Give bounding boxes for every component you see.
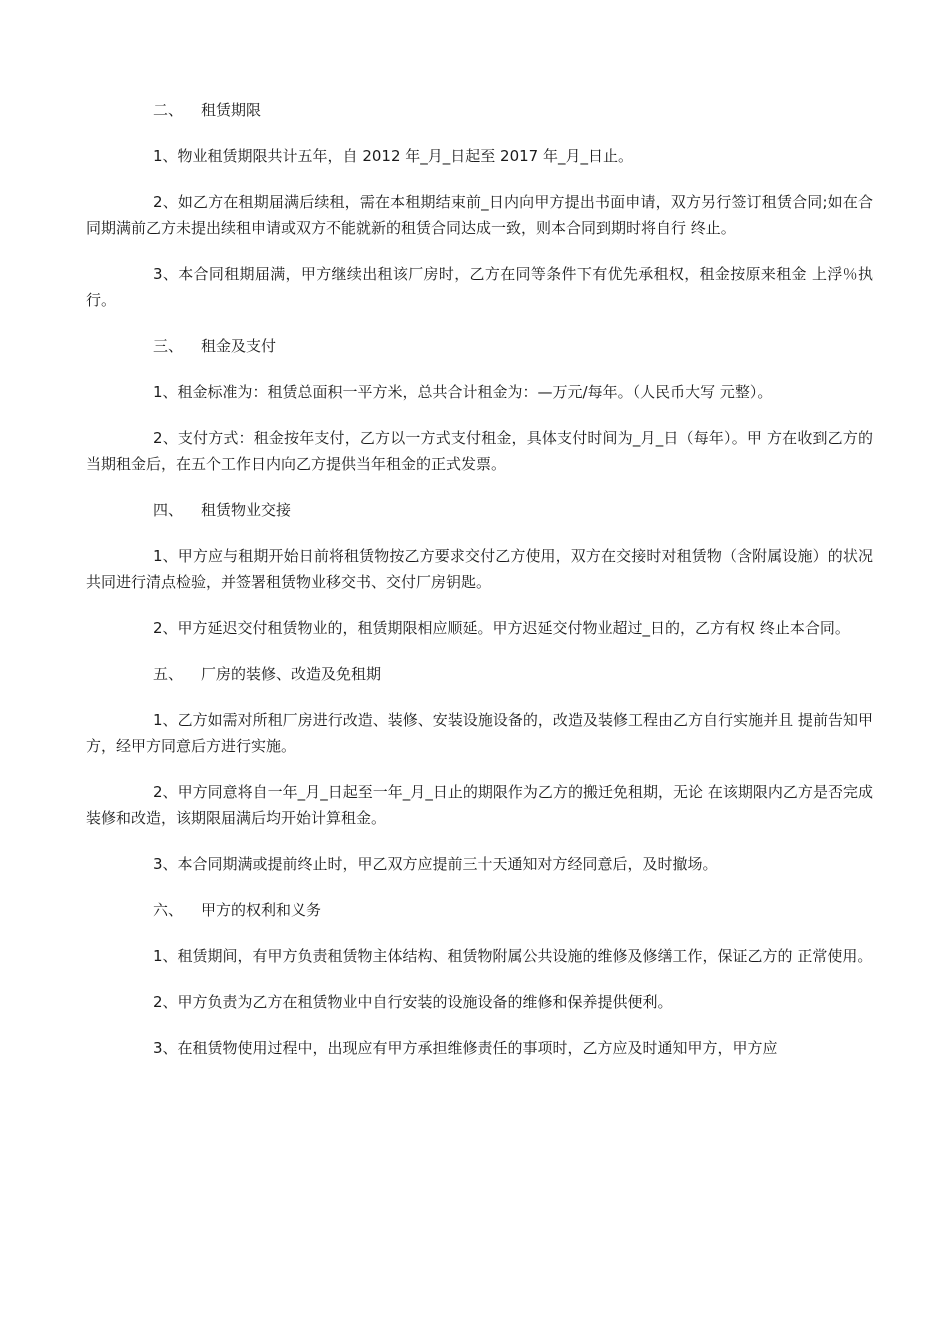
document-body — [86, 97, 873, 1081]
section-heading — [86, 897, 873, 923]
section-number: 四、 — [153, 501, 184, 519]
section-number: 二、 — [153, 101, 184, 119]
section-title: 租赁期限 — [201, 101, 262, 119]
section-heading — [86, 97, 873, 123]
section-title: 租金及支付 — [201, 337, 277, 355]
paragraph: 1、租赁期间，有甲方负责租赁物主体结构、租赁物附属公共设施的维修及修缮工作，保证乙方的 正常使用。 — [153, 947, 873, 965]
section-number: 六、 — [153, 901, 184, 919]
paragraph: 2、甲方负责为乙方在租赁物业中自行安装的设施设备的维修和保养提供便利。 — [153, 993, 673, 1011]
section-title: 甲方的权利和义务 — [201, 901, 322, 919]
section-heading — [86, 497, 873, 523]
section-heading — [86, 661, 873, 687]
paragraph: 3、在租赁物使用过程中，出现应有甲方承担维修责任的事项时，乙方应及时通知甲方，甲方应 — [153, 1039, 778, 1057]
paragraph: 2、支付方式：租金按年支付，乙方以一方式支付租金，具体支付时间为_月_日（每年）。甲 方在收到乙方的当期租金后，在五个工作日内向乙方提供当年租金的正式发票。 — [86, 429, 873, 473]
section-number: 三、 — [153, 337, 184, 355]
section-number: 五、 — [153, 665, 184, 683]
section-heading — [86, 333, 873, 359]
section-title: 租赁物业交接 — [201, 501, 292, 519]
section-title: 厂房的装修、改造及免租期 — [201, 665, 382, 683]
paragraph: 1、乙方如需对所租厂房进行改造、装修、安装设施设备的，改造及装修工程由乙方自行实施并且 提前告知甲方，经甲方同意后方进行实施。 — [86, 711, 873, 755]
paragraph: 1、物业租赁期限共计五年，自 2012 年_月_日起至 2017 年_月_日止。 — [153, 147, 633, 165]
paragraph: 3、本合同期满或提前终止时，甲乙双方应提前三十天通知对方经同意后，及时撤场。 — [153, 855, 718, 873]
paragraph: 2、甲方延迟交付租赁物业的，租赁期限相应顺延。甲方迟延交付物业超过_日的，乙方有权 终止本合同。 — [153, 619, 850, 637]
paragraph: 1、租金标准为：租赁总面积一平方米，总共合计租金为：—万元/每年。（人民币大写 元整）。 — [153, 383, 773, 401]
paragraph: 2、如乙方在租期届满后续租，需在本租期结束前_日内向甲方提出书面申请，双方另行签订租赁合同;如在合同期满前乙方未提出续租申请或双方不能就新的租赁合同达成一致，则本合同到期时将自行 终止。 — [86, 193, 873, 237]
paragraph: 1、甲方应与租期开始日前将租赁物按乙方要求交付乙方使用，双方在交接时对租赁物（含附属设施）的状况共同进行清点检验，并签署租赁物业移交书、交付厂房钥匙。 — [86, 547, 873, 591]
paragraph: 3、本合同租期届满，甲方继续出租该厂房时，乙方在同等条件下有优先承租权，租金按原来租金 上浮％执行。 — [86, 265, 873, 309]
paragraph: 2、甲方同意将自一年_月_日起至一年_月_日止的期限作为乙方的搬迁免租期，无论 在该期限内乙方是否完成装修和改造，该期限届满后均开始计算租金。 — [86, 783, 873, 827]
